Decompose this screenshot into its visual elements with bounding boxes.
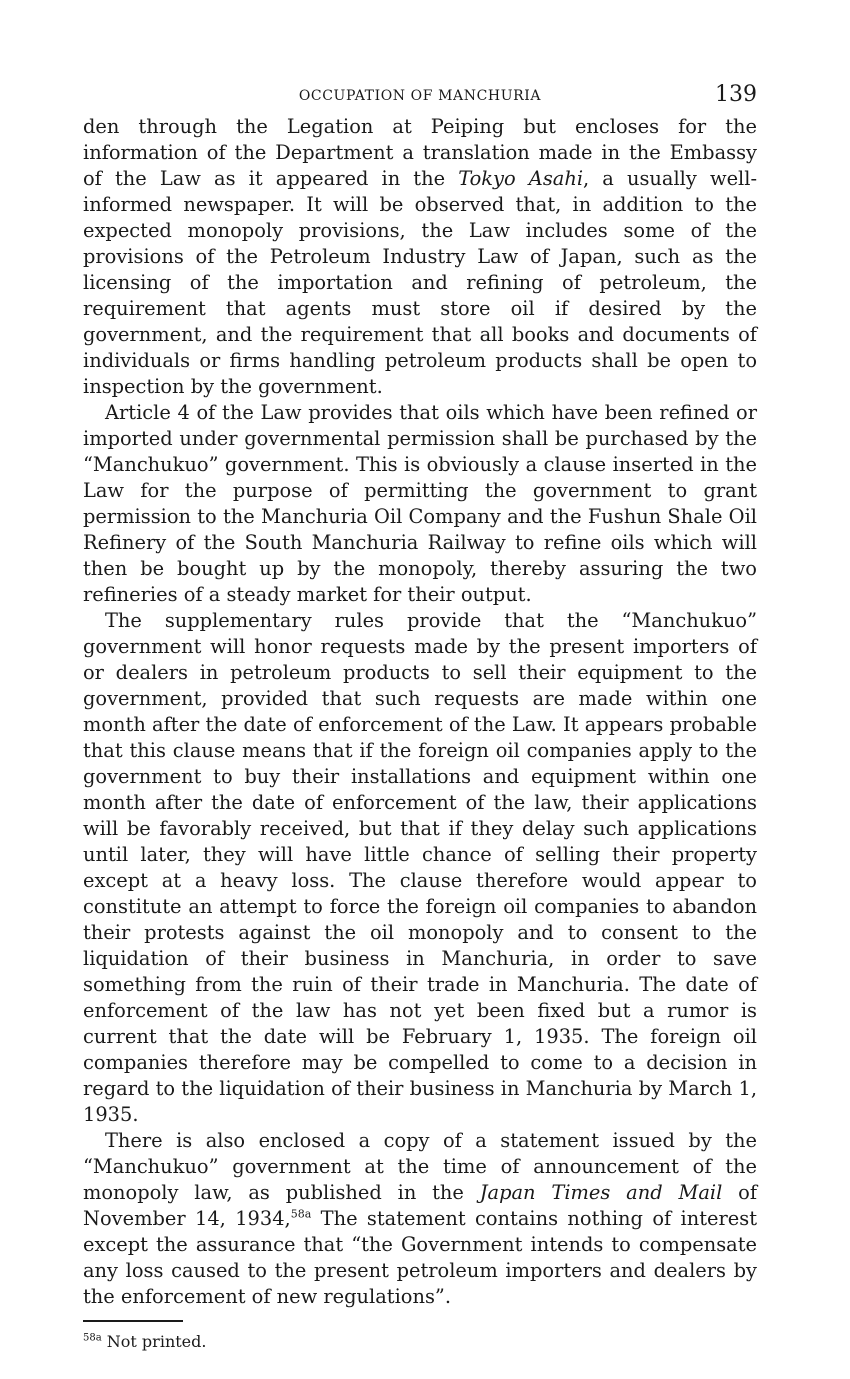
footnote <box>83 1332 757 1351</box>
body-text <box>83 114 757 1310</box>
running-title: OCCUPATION OF MANCHURIA <box>298 88 542 104</box>
footnote-marker: 58a <box>83 1332 102 1344</box>
paragraph <box>83 114 757 400</box>
italic-title: Tokyo Asahi <box>458 167 584 190</box>
running-header <box>83 80 757 114</box>
italic-title: Japan Times and Mail <box>479 1181 723 1204</box>
paragraph <box>83 400 757 608</box>
footnote-divider <box>83 1320 183 1322</box>
text-run: There is also enclosed a copy of a statement issued by the “Manchukuo” government at the time of announcement of the monopoly law, as published in the <box>83 1129 757 1204</box>
text-run: of November 14, 1934, <box>83 1181 758 1230</box>
text-run: The supplementary rules provide that the “Manchukuo” government will honor requests made by the present importers of or dealers in petroleum products to sell their equipment to the government, provided that such requests are made within one month after the date of enforcement of the Law. It appears probable that this clause means that if the foreign oil companies apply to the government to buy their installations and equipment within one month after the date of enforcement of the law, their applications will be favorably received, but that if they delay such applications until later, they will have little chance of selling their property except at a heavy loss. The clause therefore would appear to constitute an attempt to force the foreign oil companies to abandon their protests against the oil monopoly and to consent to the liquidation of their business in Manchuria, in order to save something from the ruin of their trade in Manchuria. The date of enforcement of the law has not yet been fixed but a rumor is current that the date will be February 1, 1935. The foreign oil companies therefore may be compelled to come to a decision in regard to the liquidation of their business in Manchuria by March 1, 1935. <box>83 609 757 1126</box>
footnote-reference: 58a <box>290 1207 312 1221</box>
paragraph <box>83 608 757 1128</box>
document-page <box>83 80 757 1351</box>
text-run: den through the Legation at Peiping but encloses for the information of the Department a translation made in the Embassy of the Law as it appeared in the <box>83 115 757 190</box>
text-run: The statement contains nothing of interest except the assurance that “the Government intends to compensate any loss caused to the present petroleum importers and dealers by the enforcement of new regulations”. <box>83 1207 757 1308</box>
page-number: 139 <box>715 82 757 107</box>
footnote-text: Not printed. <box>106 1332 207 1351</box>
text-run: Article 4 of the Law provides that oils which have been refined or imported under governmental permission shall be purchased by the “Manchukuo” government. This is obviously a clause inserted in the Law for the purpose of permitting the government to grant permission to the Manchuria Oil Company and the Fushun Shale Oil Refinery of the South Manchuria Railway to refine oils which will then be bought up by the monopoly, thereby assuring the two refineries of a steady market for their output. <box>83 401 757 606</box>
paragraph <box>83 1128 757 1310</box>
text-run: , a usually well-informed newspaper. It will be observed that, in addition to the expected monopoly provisions, the Law includes some of the provisions of the Petroleum Industry Law of Japan, such as the licensing of the importation and refining of petroleum, the requirement that agents must store oil if desired by the government, and the requirement that all books and documents of individuals or firms handling petroleum products shall be open to inspection by the government. <box>83 167 757 398</box>
